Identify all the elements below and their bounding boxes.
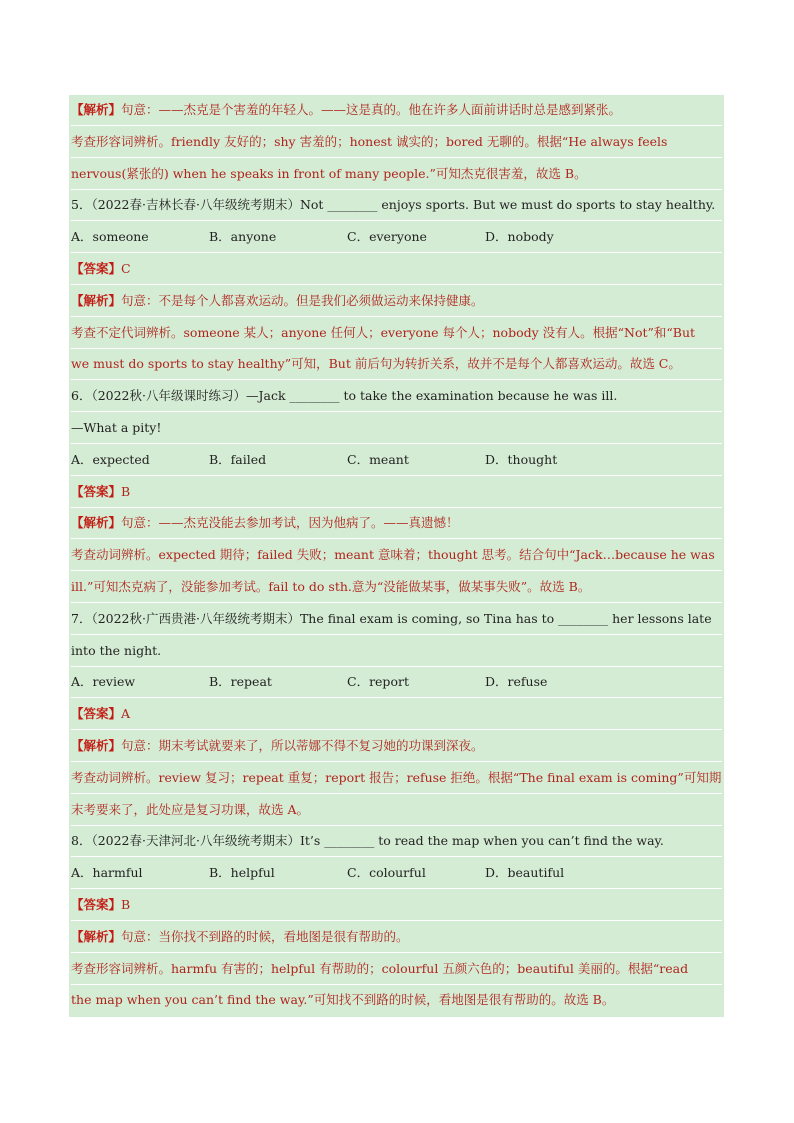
option: C．colourful (347, 865, 426, 881)
explanation-text: 考查动词辨析。expected 期待；failed 失败；meant 意味着；thought 思考。结合句中“Jack…because he was (71, 547, 715, 563)
question-text: 8．（2022春·天津河北·八年级统考期末）It’s ________ to read the map when you can’t find the way. (71, 833, 664, 849)
answer-text: B (121, 483, 131, 499)
analysis-text: 句意：不是每个人都喜欢运动。但是我们必须做运动来保持健康。 (121, 292, 484, 308)
answer-tag: 【答案】 (71, 483, 122, 499)
question-text: 7．（2022秋·广西贵港·八年级统考期末）The final exam is coming, so Tina has to ________ her lessons late (71, 610, 712, 626)
explanation-line (71, 572, 722, 603)
option: C．report (347, 674, 409, 690)
question-text: —What a pity! (71, 420, 162, 435)
question-line (71, 413, 722, 444)
document-page (69, 95, 724, 1017)
explanation-line (71, 159, 722, 190)
question-line (71, 604, 722, 635)
explanation-line (71, 349, 722, 380)
explanation-text: 考查形容词辨析。harmfu 有害的；helpful 有帮助的；colourful 五颜六色的；beautiful 美丽的。根据“read (71, 960, 689, 976)
answer-line (71, 477, 722, 508)
explanation-text: we must do sports to stay healthy”可知，But 前后句为转折关系，故并不是每个人都喜欢运动。故选 C。 (71, 356, 681, 372)
analysis-line (71, 922, 722, 953)
answer-line (71, 699, 722, 730)
explanation-text: 考查形容词辨析。friendly 友好的；shy 害羞的；honest 诚实的；bored 无聊的。根据“He always feels (71, 133, 668, 149)
analysis-tag: 【解析】 (71, 738, 122, 753)
explanation-line (71, 540, 722, 571)
option: B．repeat (209, 674, 272, 690)
option: A．review (71, 674, 136, 690)
option: A．harmful (71, 865, 143, 881)
analysis-line (71, 286, 722, 317)
explanation-line (71, 763, 722, 794)
analysis-text: 句意：——杰克是个害羞的年轻人。——这是真的。他在许多人面前讲话时总是感到紧张。 (121, 102, 622, 117)
question-line (71, 636, 722, 667)
analysis-tag: 【解析】 (71, 515, 122, 531)
analysis-text: 句意：期末考试就要来了，所以蒂娜不得不复习她的功课到深夜。 (121, 738, 484, 753)
option: D．thought (485, 451, 558, 467)
answer-line (71, 254, 722, 285)
analysis-text: 句意：当你找不到路的时候，看地图是很有帮助的。 (121, 928, 409, 944)
question-text: 6．（2022秋·八年级课时练习）—Jack ________ to take the examination because he was ill. (71, 388, 618, 404)
option: C．everyone (347, 229, 427, 245)
question-line (71, 381, 722, 412)
options-row (71, 222, 722, 253)
explanation-line (71, 795, 722, 826)
analysis-text: 句意：——杰克没能去参加考试，因为他病了。——真遗憾！ (121, 515, 459, 531)
analysis-line (71, 95, 722, 126)
option: B．failed (209, 451, 267, 467)
answer-text: B (121, 897, 131, 912)
question-line (71, 190, 722, 221)
option: A．someone (71, 229, 149, 245)
answer-text: C (121, 261, 131, 276)
option: D．beautiful (485, 865, 565, 881)
explanation-line (71, 954, 722, 985)
explanation-text: ill.”可知杰克病了，没能参加考试。fail to do sth.意为“没能做某事，做某事失败”。故选 B。 (71, 579, 591, 594)
answer-tag: 【答案】 (71, 261, 122, 276)
option: B．anyone (209, 229, 277, 245)
analysis-line (71, 731, 722, 762)
option: C．meant (347, 451, 409, 467)
option: B．helpful (209, 865, 275, 881)
answer-tag: 【答案】 (71, 706, 122, 722)
question-text: 5．（2022春·吉林长春·八年级统考期末）Not ________ enjoys sports. But we must do sports to stay healthy. (71, 197, 716, 213)
option: A．expected (71, 451, 150, 467)
explanation-text: nervous(紧张的) when he speaks in front of many people.”可知杰克很害羞，故选 B。 (71, 165, 587, 181)
explanation-text: 末考要来了，此处应是复习功课，故选 A。 (71, 801, 310, 817)
explanation-line (71, 985, 722, 1016)
analysis-tag: 【解析】 (71, 928, 122, 944)
answer-line (71, 890, 722, 921)
options-row (71, 858, 722, 889)
explanation-line (71, 318, 722, 349)
options-row (71, 667, 722, 698)
explanation-text: 考查不定代词辨析。someone 某人；anyone 任何人；everyone 每个人；nobody 没有人。根据“Not”和“But (71, 324, 696, 340)
option: D．nobody (485, 229, 554, 245)
answer-text: A (121, 706, 131, 722)
analysis-tag: 【解析】 (71, 292, 122, 308)
analysis-line (71, 508, 722, 539)
options-row (71, 445, 722, 476)
option: D．refuse (485, 674, 548, 690)
question-text: into the night. (71, 642, 162, 658)
answer-tag: 【答案】 (71, 897, 122, 912)
explanation-line (71, 127, 722, 158)
question-line (71, 826, 722, 857)
analysis-tag: 【解析】 (71, 102, 122, 117)
explanation-text: the map when you can’t find the way.”可知找不到路的时候，看地图是很有帮助的。故选 B。 (71, 992, 615, 1008)
explanation-text: 考查动词辨析。review 复习；repeat 重复；report 报告；refuse 拒绝。根据“The final exam is coming”可知期 (71, 769, 722, 785)
